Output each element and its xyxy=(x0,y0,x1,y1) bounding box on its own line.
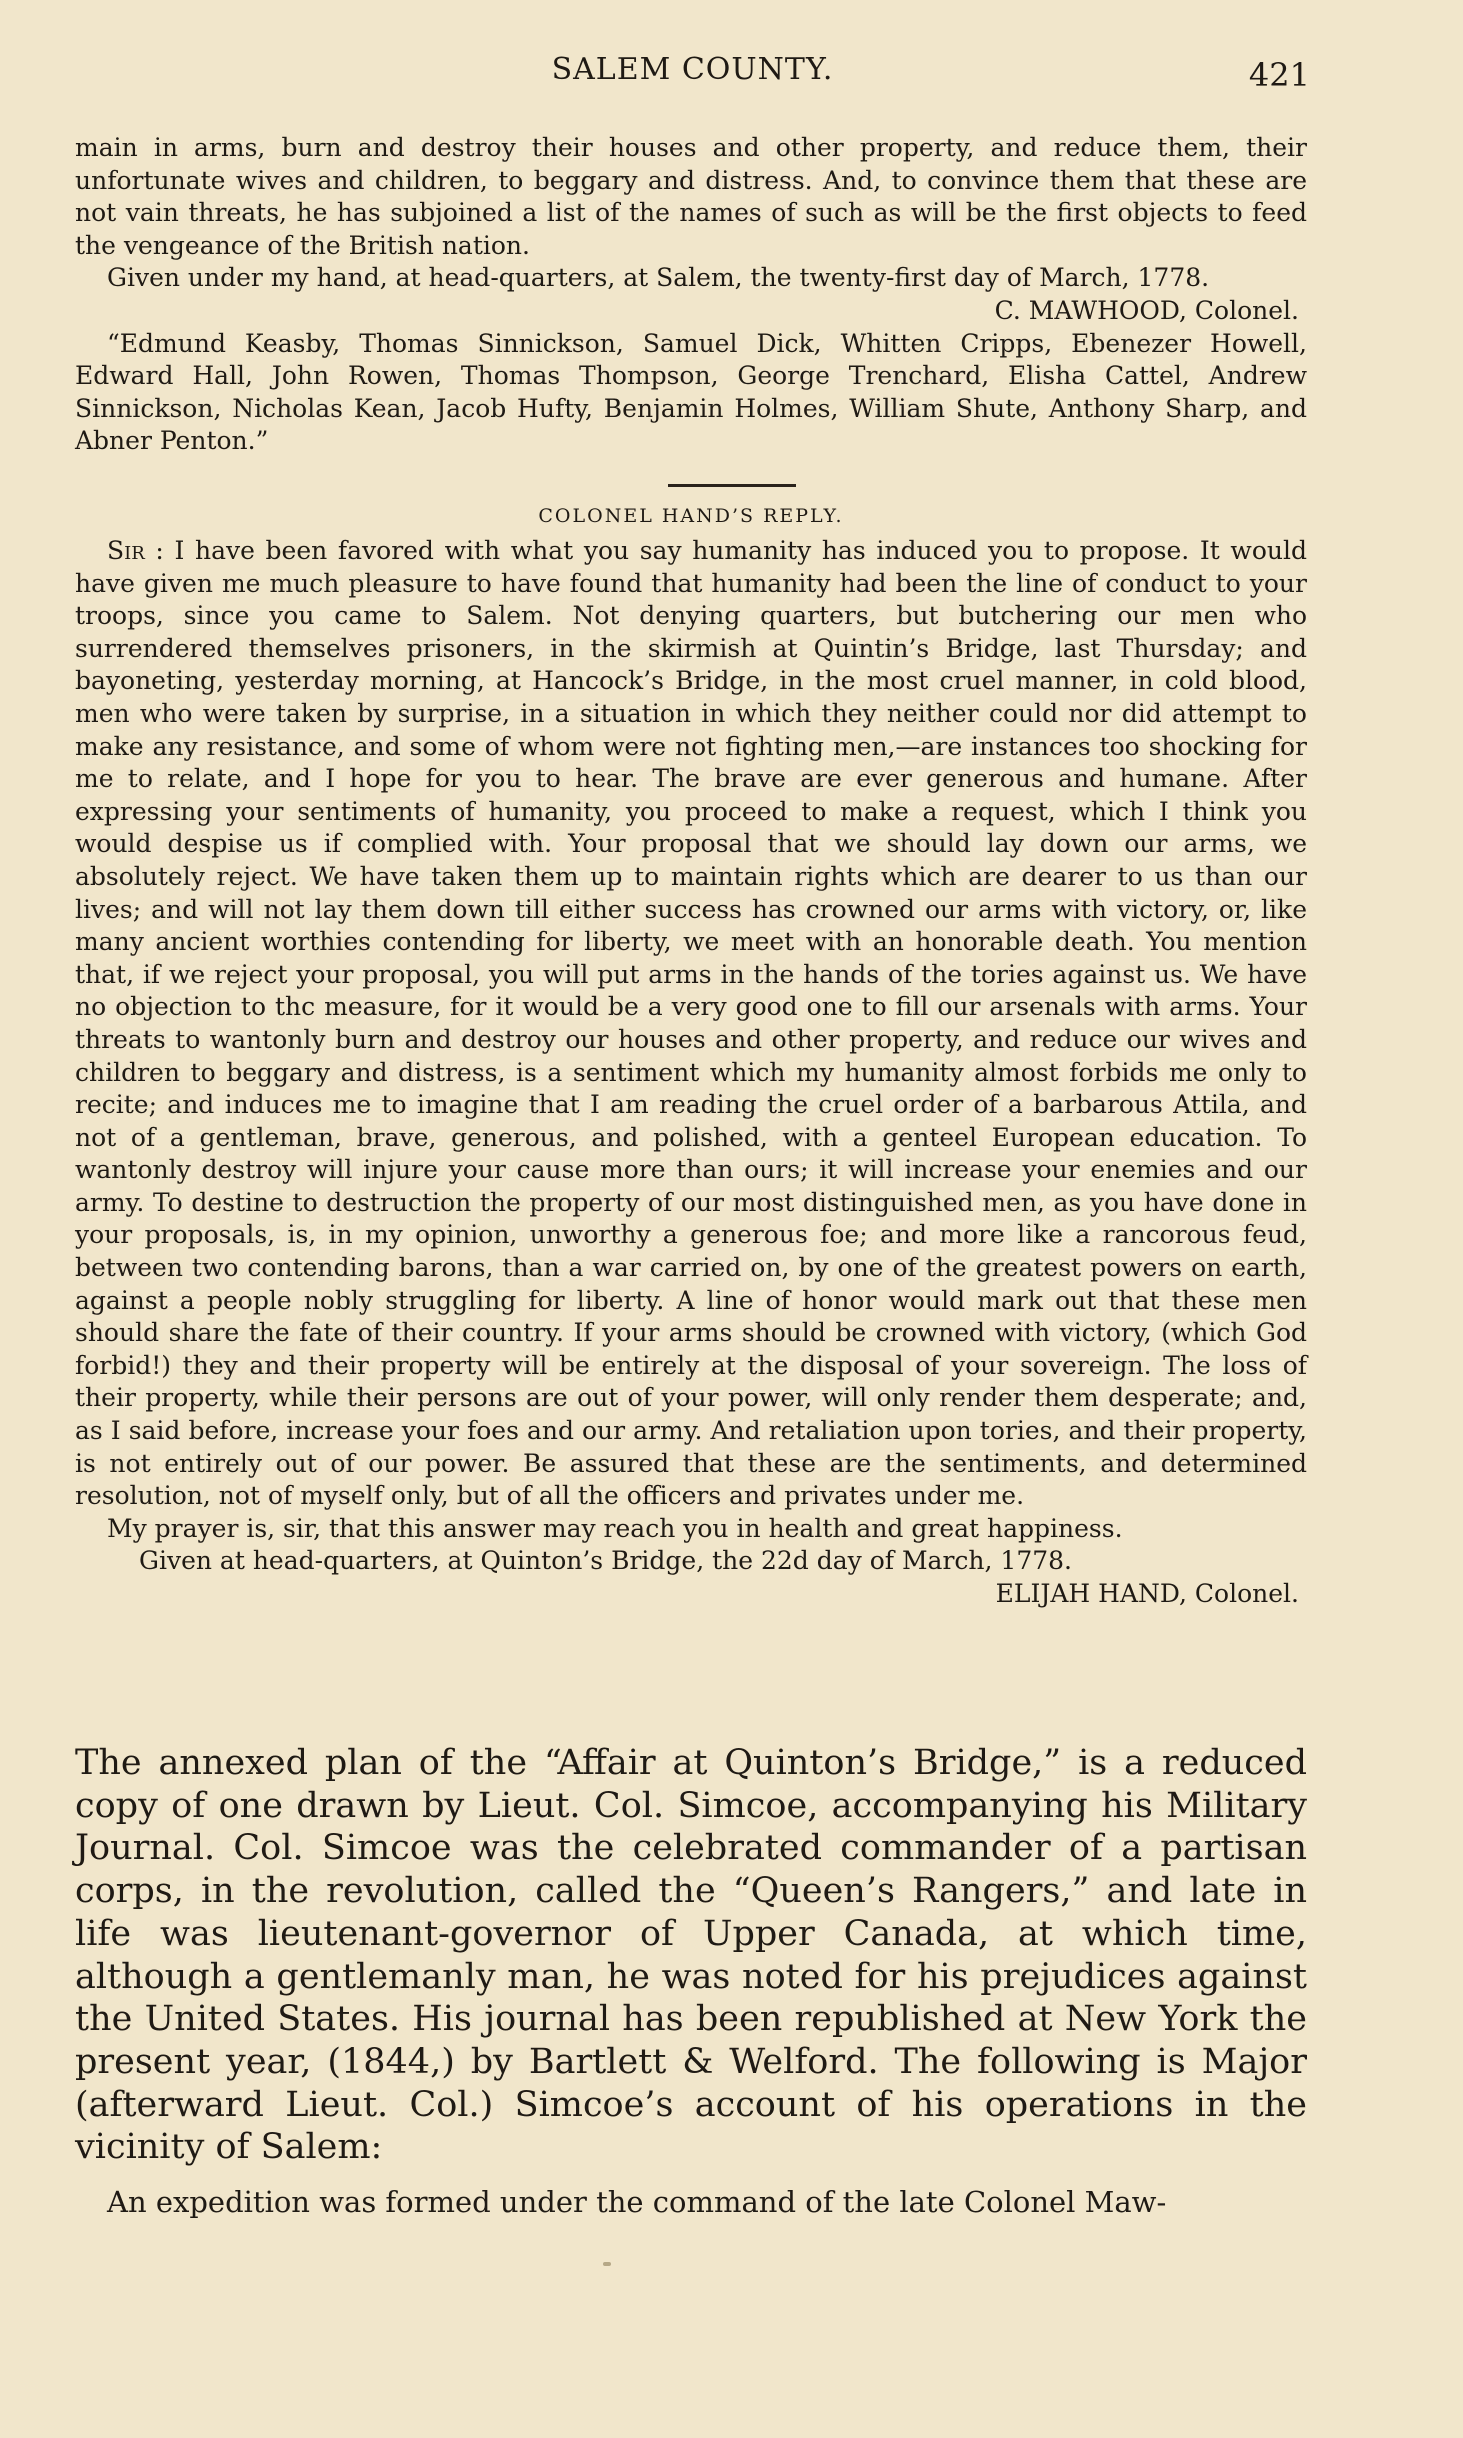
reply-prayer: My prayer is, sir, that this answer may reach you in health and great happiness. xyxy=(107,1513,1123,1543)
reply-body: I have been favored with what you say humanity has induced you to propose. It would have given me much pleasure to have found that humanity had been the line of conduct to your troops, since you came to Salem. Not denying quarters, but butchering our men who surrendered themselves prisoners, in the skirmish at Quintin’s Bridge, last Thursday; and bayoneting, yesterday morning, at Hancock’s Bridge, in the most cruel manner, in cold blood, men who were taken by surprise, in a situation in which they neither could nor did attempt to make any resistance, and some of whom were not fighting men,—are instances too shocking for me to relate, and I hope for you to hear. The brave are ever generous and humane. After expressing your sentiments of humanity, you proceed to make a request, which I think you would despise us if complied with. Your proposal that we should lay down our arms, we absolutely reject. We have taken them up to maintain rights which are dearer to us than our lives; and will not lay them down till either success has crowned our arms with victory, or, like many ancient worthies contending for liberty, we meet with an honorable death. You mention that, if we reject your proposal, you will put arms in the hands of the tories against us. We have no objection to thc measure, for it would be a very good one to fill our arsenals with arms. Your threats to wantonly burn and destroy our houses and other property, and reduce our wives and children to beggary and distress, is a sentiment which my humanity almost forbids me only to recite; and induces me to imagine that I am reading the cruel order of a barbarous Attila, and not of a gentleman, brave, generous, and polished, with a genteel European education. To wantonly destroy will injure your cause more than ours; it will increase your enemies and our army. To destine to destruction the property of our most distinguished men, as you have done in your proposals, is, in my opinion, unworthy a generous foe; and more like a rancorous feud, between two contending barons, than a war carried on, by one of the greatest powers on earth, against a people nobly struggling for liberty. A line of honor would mark out that these men should share the fate of their country. If your arms should be crowned with victory, (which God forbid!) they and their property will be entirely at the disposal of your sovereign. The loss of their property, while their persons are out of your power, will only render them desperate; and, as I said before, increase your foes and our army. And retaliation upon tories, and their property, is not entirely out of our power. Be assured that these are the sentiments, and determined resolution, not of myself only, but of all the officers and privates under me. xyxy=(75,536,1307,1511)
proclamation-date-line: Given under my hand, at head-quarters, at Salem, the twenty-first day of March, 1778. xyxy=(107,263,1210,293)
ink-speck xyxy=(603,2262,611,2266)
running-head: SALEM COUNTY. xyxy=(551,52,834,87)
page-number: 421 xyxy=(1248,56,1310,94)
reply-body-paragraph xyxy=(75,535,1307,1513)
reply-date-line: Given at head-quarters, at Quinton’s Bridge, the 22d day of March, 1778. xyxy=(139,1546,1072,1576)
names-list: “Edmund Keasby, Thomas Sinnickson, Samuel Dick, Whitten Cripps, Ebenezer Howell, Edward Hall, John Rowen, Thomas Thompson, George Trenchard, Elisha Cattel, Andrew Sinnickson, Nicholas Kean, Jacob Hufty, Benjamin Holmes, William Shute, Anthony Sharp, and Abner Penton.” xyxy=(75,328,1307,456)
reply-title: COLONEL HAND’S REPLY. xyxy=(538,505,844,527)
proclamation-section xyxy=(75,132,1307,458)
salutation: Sir : xyxy=(107,536,164,565)
narrative-last-line: An expedition was formed under the command of the late Colonel Maw- xyxy=(107,2185,1167,2219)
hand-signature: ELIJAH HAND, Colonel. xyxy=(995,1579,1299,1608)
mawhood-signature: C. MAWHOOD, Colonel. xyxy=(994,295,1299,325)
narrative-paragraph: The annexed plan of the “Affair at Quinton’s Bridge,” is a reduced copy of one drawn by Lieut. Col. Simcoe, accompanying his Military Journal. Col. Simcoe was the celebrated commander of a partisan corps, in the revolution, called the “Queen’s Rangers,” and late in life was lieutenant-governor of Upper Canada, at which time, although a gentlemanly man, he was noted for his prejudices against the United States. His journal has been republished at New York the present year, (1844,) by Bartlett & Welford. The following is Major (afterward Lieut. Col.) Simcoe’s account of his operations in the vicinity of Salem: xyxy=(75,1743,1307,2168)
section-divider xyxy=(668,484,796,487)
proclamation-paragraph: main in arms, burn and destroy their houses and other property, and reduce them, their unfortunate wives and children, to beggary and distress. And, to convince them that these are not vain threats, he has subjoined a list of the names of such as will be the first objects to feed the vengeance of the British nation. xyxy=(75,133,1307,260)
reply-section xyxy=(75,535,1307,1611)
page-header xyxy=(75,48,1310,108)
